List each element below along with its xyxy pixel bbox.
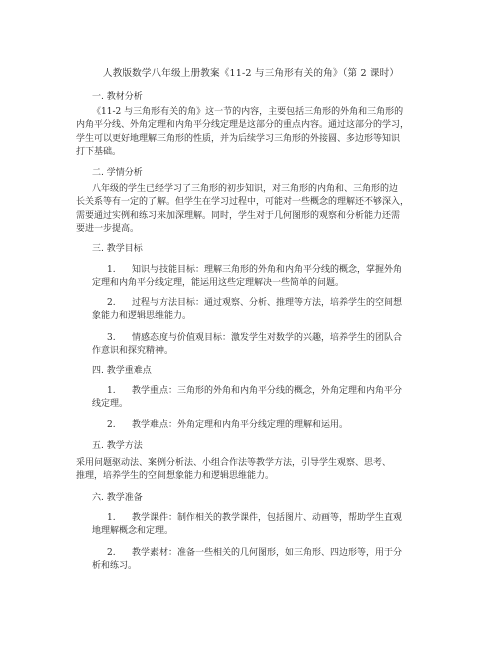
- list-item-text: [92, 264, 403, 291]
- list-item-line: 教学重点：三角形的外角和内角平分线的概念，外角定理和内角平分: [132, 386, 403, 396]
- section-heading-6: 六. 教学准备: [92, 493, 143, 503]
- list-item-text: [92, 332, 403, 359]
- paragraph-line: 采用问题驱动法、案例分析法、小组合作法等教学方法，引导学生观察、思考、: [76, 458, 392, 468]
- paragraph-line: 需要通过实例和练习来加深理解。同时，学生对于几何图形的观察和分析能力还需: [76, 210, 401, 221]
- list-item-line: 作意识和探究精神。: [92, 346, 174, 357]
- list-item-line: 地理解概念和定理。: [92, 526, 174, 537]
- list-item-line: 知识与技能目标：理解三角形的外角和内角平分线的概念，掌握外角: [132, 265, 403, 275]
- paragraph-line: 要进一步提高。: [76, 224, 140, 235]
- section-heading-2: 二. 学情分析: [92, 168, 143, 178]
- paragraph-line: 八年级的学生已经学习了三角形的初步知识，对三角形的内角和、三角形的边: [92, 184, 399, 194]
- list-number: 2.: [107, 548, 116, 558]
- paragraph-line: 打下基础。: [76, 147, 122, 158]
- list-item-line: 定理和内角平分线定理，能运用这些定理解决一些简单的问题。: [92, 278, 345, 289]
- section-heading-1: 一. 教材分析: [92, 92, 143, 102]
- section-heading-4: 四. 教学重难点: [92, 366, 152, 376]
- list-number: 1.: [107, 265, 116, 275]
- document-title: 人教版数学八年级上册教案《11-2 与三角形有关的角》（第 2 课时）: [102, 68, 400, 79]
- list-item-line: 过程与方法目标：通过观察、分析、推理等方法，培养学生的空间想: [132, 298, 403, 308]
- list-number: 2.: [107, 420, 116, 430]
- list-item-text: [92, 512, 403, 539]
- paragraph-line: 学生可以更好地理解三角形的性质，并为后续学习三角形的外接圆、多边形等知识: [76, 133, 401, 144]
- list-item-line: 教学难点：外角定理和内角平分线定理的理解和运用。: [132, 420, 349, 430]
- section-1-paragraph: [76, 106, 422, 160]
- list-item-line: 教学课件：制作相关的教学课件，包括图片、动画等，帮助学生直观: [132, 513, 403, 523]
- paragraph-line: 长关系等有一定的了解。但学生在学习过程中，可能对一些概念的理解还不够深入，: [76, 197, 410, 208]
- paragraph-line: 《11-2 与三角形有关的角》这一节的内容，主要包括三角形的外角和三角形的: [92, 107, 404, 117]
- list-item-line: 象能力和逻辑思维能力。: [92, 311, 192, 322]
- list-number: 1.: [107, 513, 116, 523]
- list-number: 1.: [107, 386, 116, 396]
- section-heading-3: 三. 教学目标: [92, 244, 143, 254]
- list-number: 3.: [107, 333, 116, 343]
- list-item-line: 线定理。: [92, 399, 129, 410]
- paragraph-line: 推理，培养学生的空间想象能力和逻辑思维能力。: [76, 471, 275, 482]
- list-number: 2.: [107, 298, 116, 308]
- list-item-text: [92, 297, 403, 324]
- list-item-line: 情感态度与价值观目标：激发学生对数学的兴趣，培养学生的团队合: [132, 333, 403, 343]
- list-item-text: [92, 385, 403, 412]
- section-2-paragraph: [76, 183, 422, 237]
- paragraph-line: 内角平分线、外角定理和内角平分线定理是这部分的重点内容。通过这部分的学习，: [76, 120, 410, 131]
- section-5-paragraph: [76, 457, 391, 484]
- list-item-text: [132, 419, 348, 432]
- list-item-line: 析和练习。: [92, 561, 138, 572]
- section-heading-5: 五. 教学方法: [92, 441, 143, 451]
- list-item-line: 教学素材：准备一些相关的几何图形，如三角形、四边形等，用于分: [132, 548, 403, 558]
- list-item-text: [92, 547, 403, 574]
